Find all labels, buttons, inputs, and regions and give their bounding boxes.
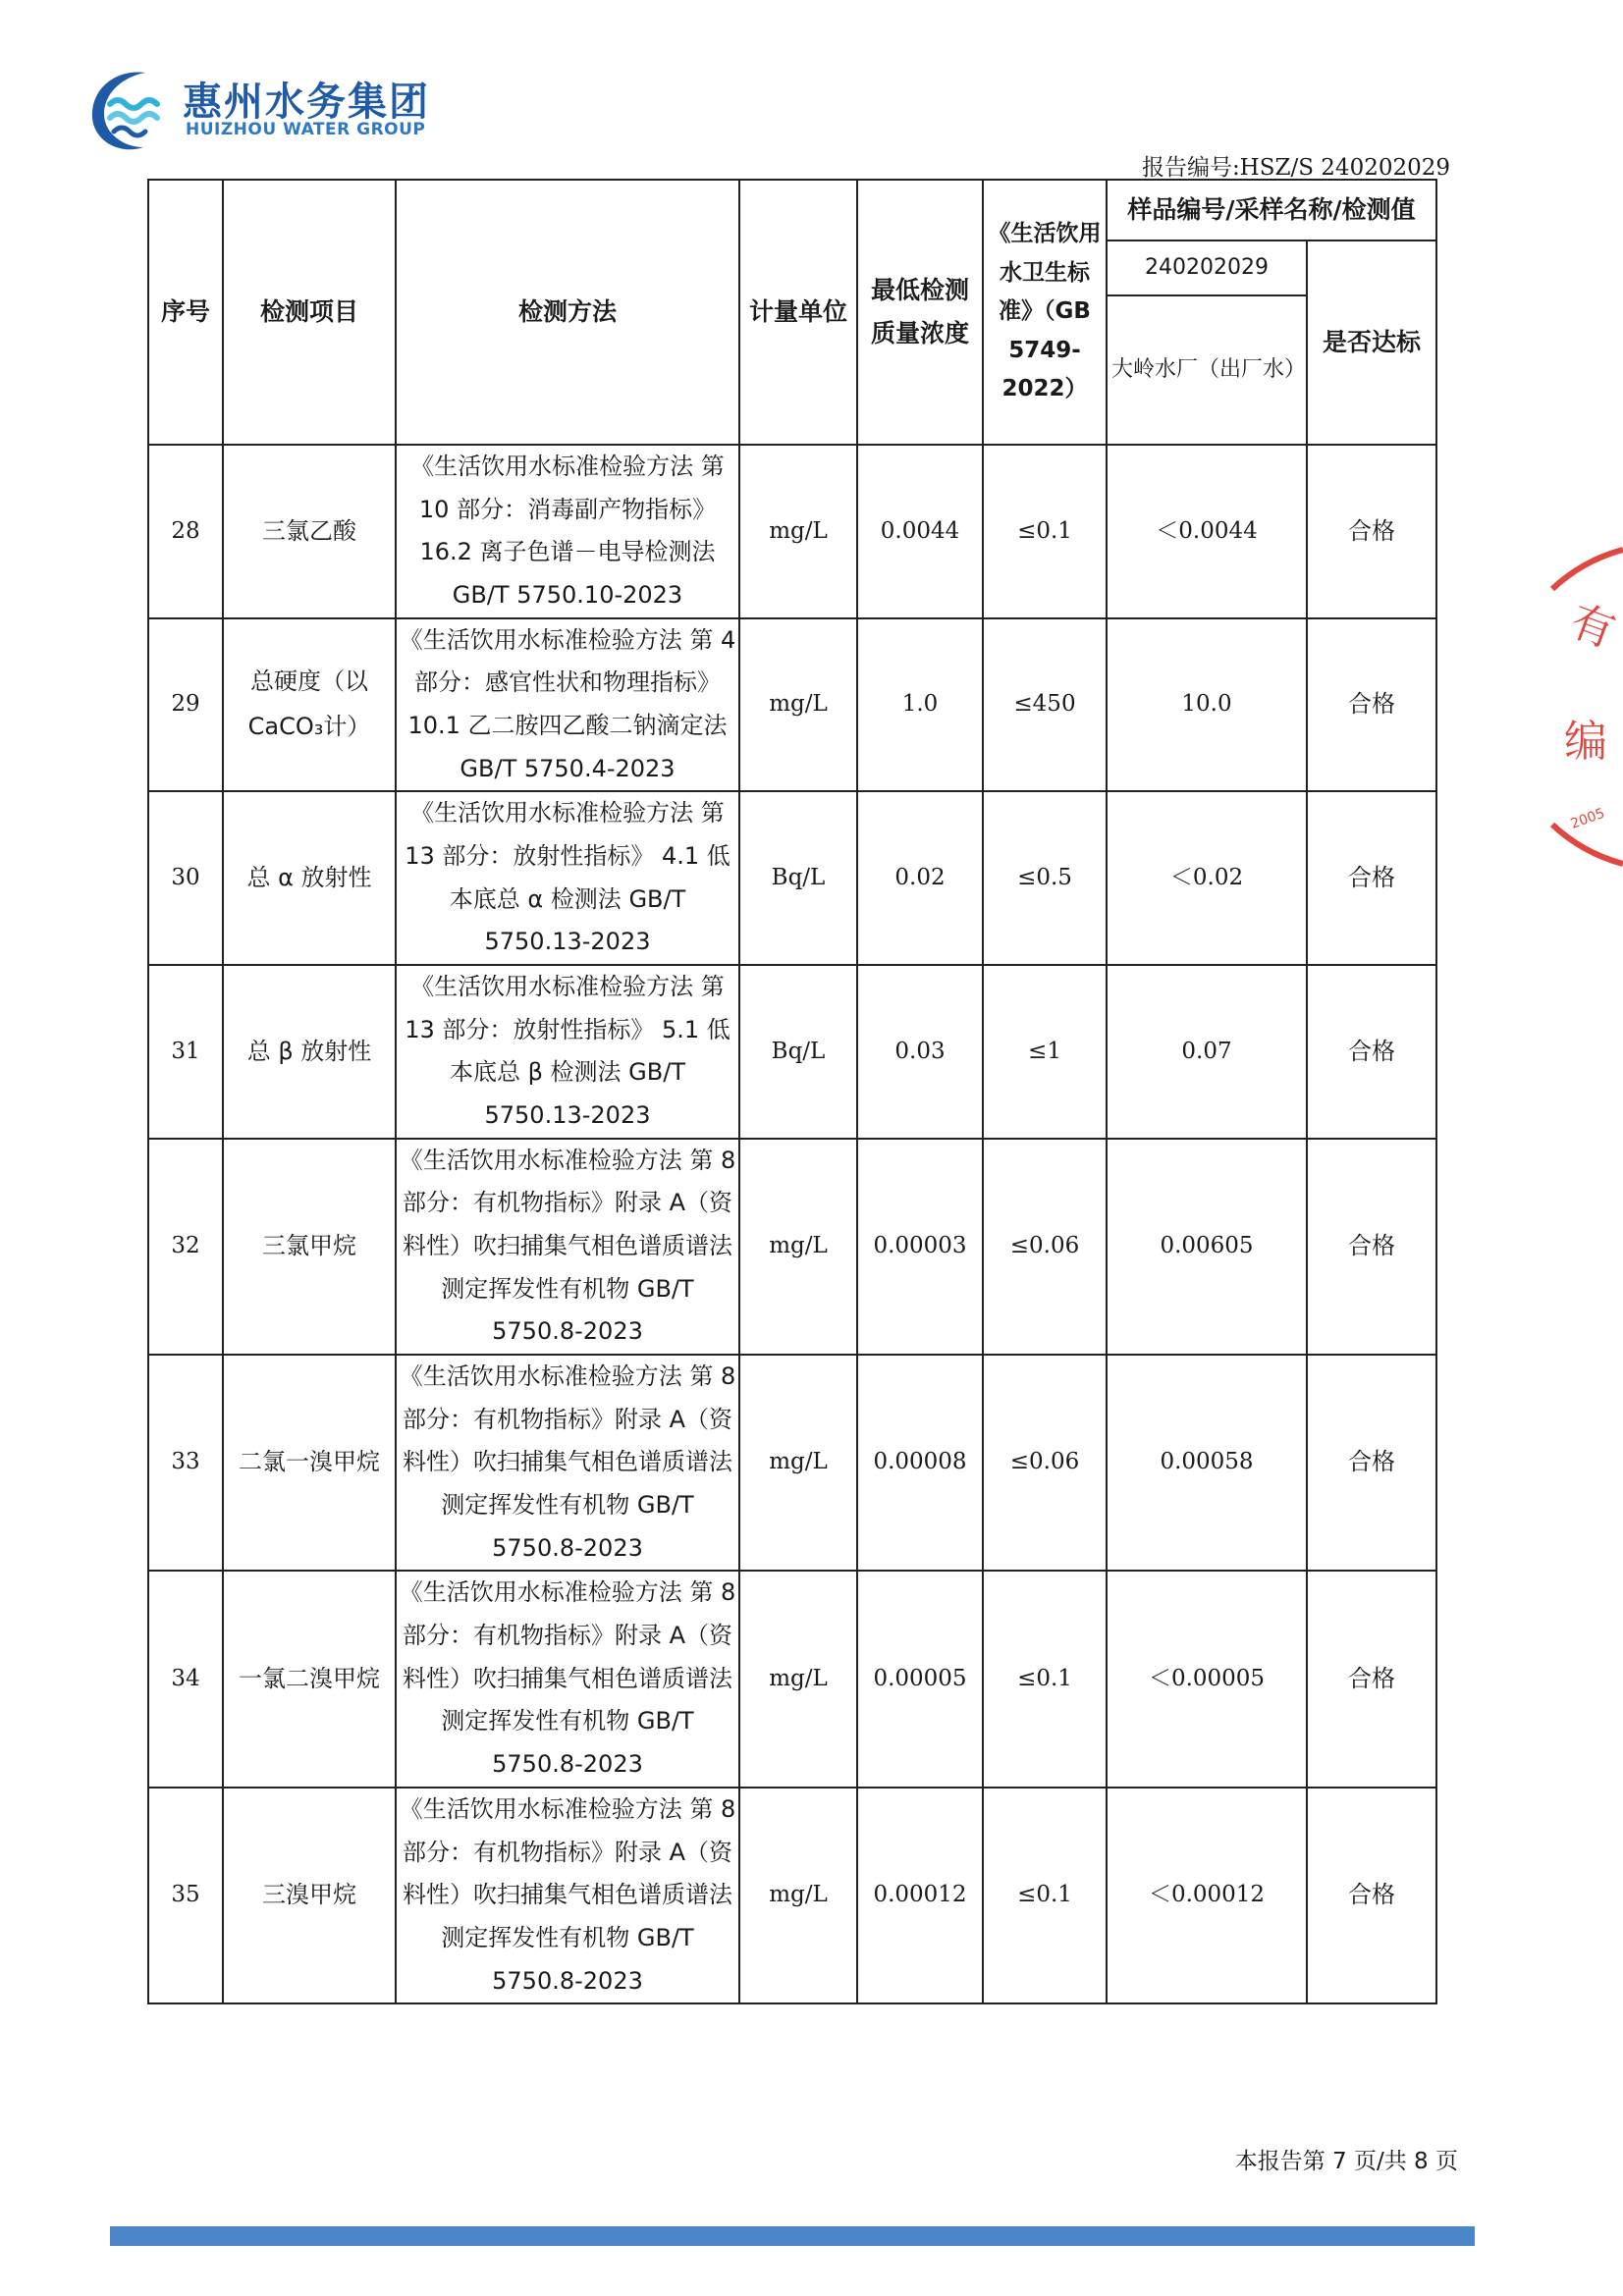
company-logo — [84, 65, 458, 155]
test-results-table — [147, 179, 1437, 2004]
cell-method: 《生活饮用水标准检验方法 第 13 部分：放射性指标》 4.1 低本底总 α 检测法 GB/T 5750.13-2023 — [396, 791, 739, 965]
cell-limit: ≤0.1 — [983, 1788, 1107, 2003]
cell-value: 0.00058 — [1107, 1355, 1307, 1571]
cell-value: 0.07 — [1107, 965, 1307, 1139]
header-sample-group: 样品编号/采样名称/检测值 — [1107, 180, 1436, 240]
report-number: 报告编号:HSZ/S 240202029 — [1141, 155, 1450, 181]
cell-pass: 合格 — [1307, 1355, 1436, 1571]
cell-limit: ≤0.06 — [983, 1355, 1107, 1571]
table-row — [148, 445, 1436, 618]
cell-pass: 合格 — [1307, 1571, 1436, 1787]
footer-bar — [110, 2226, 1475, 2246]
page-number: 本报告第 7 页/共 8 页 — [1234, 2149, 1458, 2174]
cell-method: 《生活饮用水标准检验方法 第 8 部分：有机物指标》附录 A（资料性）吹扫捕集气相色谱质谱法测定挥发性有机物 GB/T 5750.8-2023 — [396, 1571, 739, 1787]
cell-seq: 32 — [148, 1139, 223, 1355]
official-seal-stamp — [1544, 530, 1623, 883]
cell-item: 三溴甲烷 — [223, 1788, 396, 2003]
svg-text:2005: 2005 — [1568, 805, 1607, 832]
cell-limit: ≤450 — [983, 618, 1107, 792]
cell-item: 总 β 放射性 — [223, 965, 396, 1139]
cell-limit: ≤0.1 — [983, 445, 1107, 618]
cell-method: 《生活饮用水标准检验方法 第 8 部分：有机物指标》附录 A（资料性）吹扫捕集气相色谱质谱法测定挥发性有机物 GB/T 5750.8-2023 — [396, 1355, 739, 1571]
cell-pass: 合格 — [1307, 965, 1436, 1139]
cell-value: ＜0.02 — [1107, 791, 1307, 965]
cell-seq: 31 — [148, 965, 223, 1139]
cell-min-conc: 0.03 — [857, 965, 983, 1139]
cell-unit: mg/L — [739, 1788, 857, 2003]
cell-method: 《生活饮用水标准检验方法 第 4 部分：感官性状和物理指标》10.1 乙二胺四乙酸二钠滴定法 GB/T 5750.4-2023 — [396, 618, 739, 792]
cell-limit: ≤0.1 — [983, 1571, 1107, 1787]
cell-item: 总 α 放射性 — [223, 791, 396, 965]
cell-limit: ≤0.06 — [983, 1139, 1107, 1355]
cell-item: 总硬度（以CaCO₃计） — [223, 618, 396, 792]
cell-min-conc: 0.00003 — [857, 1139, 983, 1355]
cell-unit: Bq/L — [739, 791, 857, 965]
cell-item: 三氯乙酸 — [223, 445, 396, 618]
svg-text:编: 编 — [1564, 717, 1607, 767]
cell-seq: 33 — [148, 1355, 223, 1571]
cell-limit: ≤1 — [983, 965, 1107, 1139]
cell-unit: mg/L — [739, 1355, 857, 1571]
header-sample-name: 大岭水厂（出厂水） — [1107, 295, 1307, 445]
cell-pass: 合格 — [1307, 445, 1436, 618]
cell-value: ＜0.00005 — [1107, 1571, 1307, 1787]
header-seq: 序号 — [148, 180, 223, 445]
cell-method: 《生活饮用水标准检验方法 第 8 部分：有机物指标》附录 A（资料性）吹扫捕集气相色谱质谱法测定挥发性有机物 GB/T 5750.8-2023 — [396, 1788, 739, 2003]
cell-method: 《生活饮用水标准检验方法 第 8 部分：有机物指标》附录 A（资料性）吹扫捕集气相色谱质谱法测定挥发性有机物 GB/T 5750.8-2023 — [396, 1139, 739, 1355]
header-pass: 是否达标 — [1307, 240, 1436, 445]
cell-pass: 合格 — [1307, 1139, 1436, 1355]
cell-unit: mg/L — [739, 1571, 857, 1787]
cell-pass: 合格 — [1307, 618, 1436, 792]
cell-unit: Bq/L — [739, 965, 857, 1139]
table-header-row — [148, 180, 1436, 240]
cell-unit: mg/L — [739, 445, 857, 618]
company-name-en: HUIZHOU WATER GROUP — [186, 120, 426, 139]
table-row — [148, 1571, 1436, 1787]
cell-value: 0.00605 — [1107, 1139, 1307, 1355]
cell-seq: 35 — [148, 1788, 223, 2003]
cell-min-conc: 1.0 — [857, 618, 983, 792]
cell-min-conc: 0.0044 — [857, 445, 983, 618]
table-row — [148, 1139, 1436, 1355]
cell-item: 二氯一溴甲烷 — [223, 1355, 396, 1571]
svg-text:有: 有 — [1563, 596, 1622, 658]
header-min-conc: 最低检测质量浓度 — [857, 180, 983, 445]
cell-min-conc: 0.00005 — [857, 1571, 983, 1787]
table-row — [148, 1788, 1436, 2003]
cell-min-conc: 0.00012 — [857, 1788, 983, 2003]
cell-value: ＜0.0044 — [1107, 445, 1307, 618]
cell-pass: 合格 — [1307, 791, 1436, 965]
cell-seq: 34 — [148, 1571, 223, 1787]
header-unit: 计量单位 — [739, 180, 857, 445]
header-method: 检测方法 — [396, 180, 739, 445]
cell-seq: 28 — [148, 445, 223, 618]
water-wave-logo-icon — [84, 65, 175, 155]
cell-seq: 30 — [148, 791, 223, 965]
cell-limit: ≤0.5 — [983, 791, 1107, 965]
cell-method: 《生活饮用水标准检验方法 第 13 部分：放射性指标》 5.1 低本底总 β 检测法 GB/T 5750.13-2023 — [396, 965, 739, 1139]
cell-unit: mg/L — [739, 1139, 857, 1355]
cell-value: ＜0.00012 — [1107, 1788, 1307, 2003]
cell-item: 三氯甲烷 — [223, 1139, 396, 1355]
cell-min-conc: 0.00008 — [857, 1355, 983, 1571]
cell-seq: 29 — [148, 618, 223, 792]
header-standard: 《生活饮用水卫生标准》（GB 5749-2022） — [983, 180, 1107, 445]
cell-unit: mg/L — [739, 618, 857, 792]
cell-method: 《生活饮用水标准检验方法 第 10 部分：消毒副产物指标》 16.2 离子色谱－电导检测法 GB/T 5750.10-2023 — [396, 445, 739, 618]
cell-item: 一氯二溴甲烷 — [223, 1571, 396, 1787]
company-name-cn: 惠州水务集团 — [183, 80, 430, 125]
header-item: 检测项目 — [223, 180, 396, 445]
table-row — [148, 1355, 1436, 1571]
table-row — [148, 618, 1436, 792]
table-row — [148, 965, 1436, 1139]
cell-min-conc: 0.02 — [857, 791, 983, 965]
cell-pass: 合格 — [1307, 1788, 1436, 2003]
table-row — [148, 791, 1436, 965]
cell-value: 10.0 — [1107, 618, 1307, 792]
header-sample-id: 240202029 — [1107, 240, 1307, 295]
